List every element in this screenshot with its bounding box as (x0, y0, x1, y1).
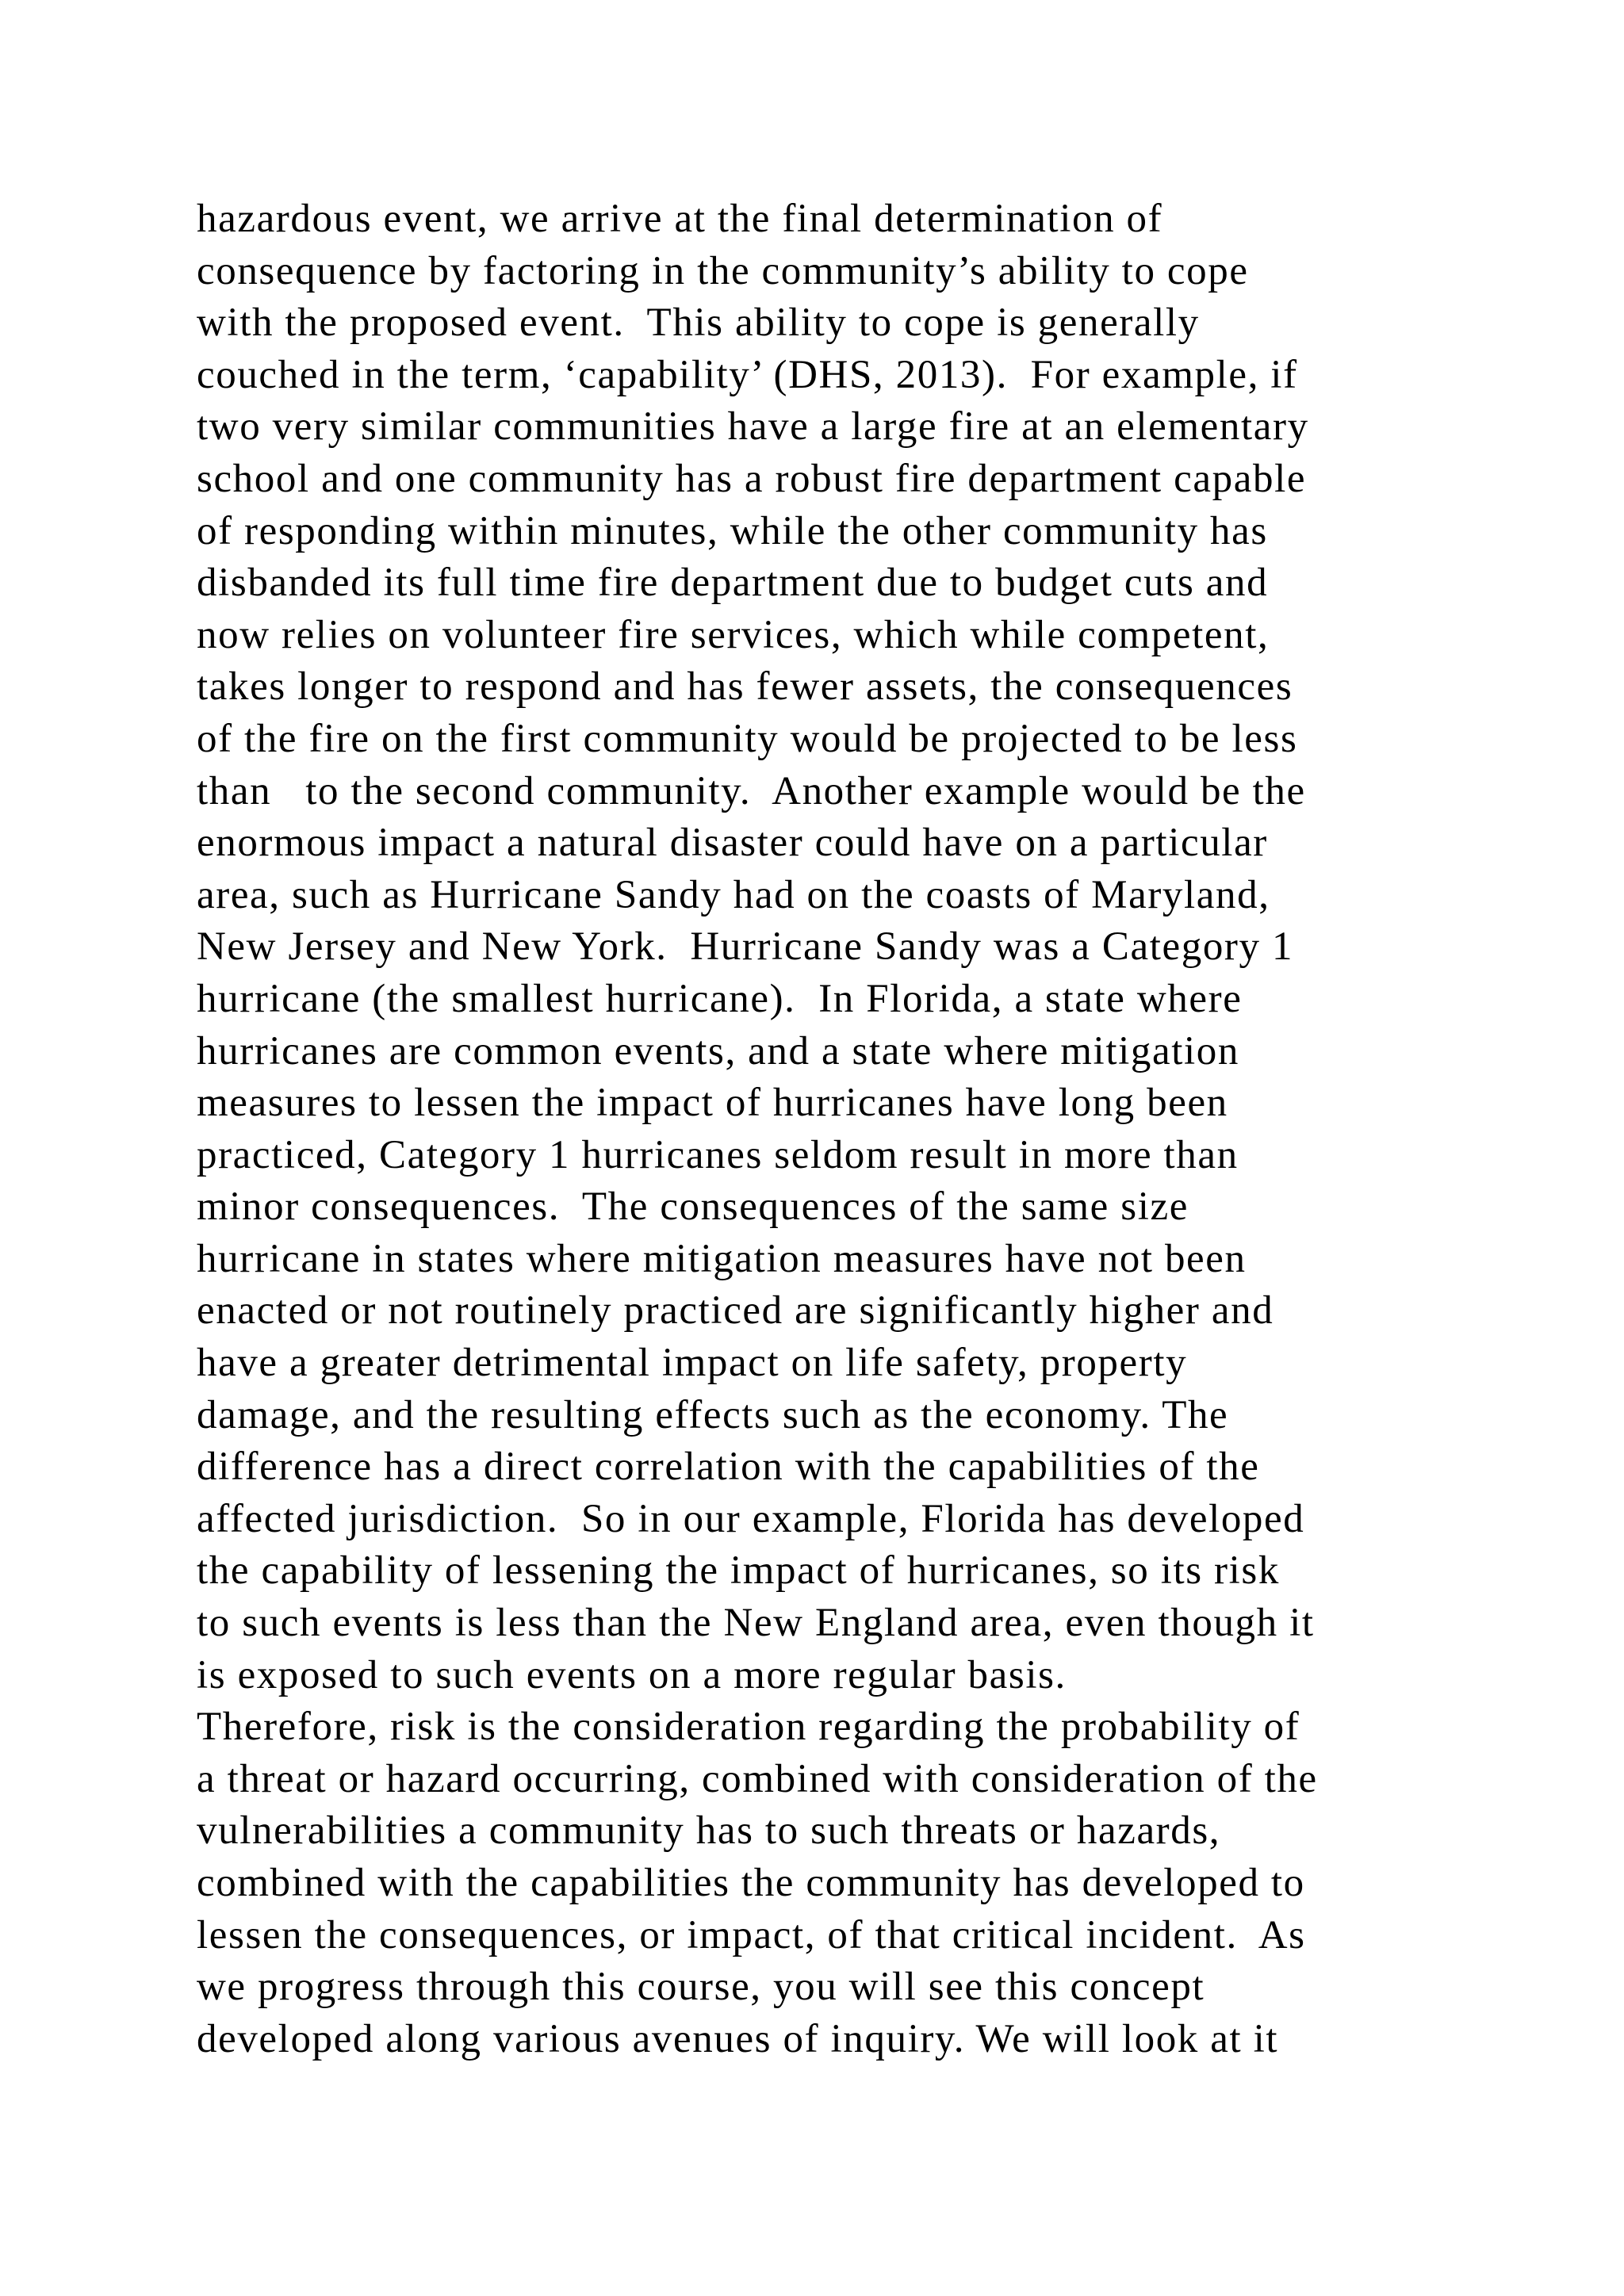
text-line: couched in the term, ‘capability’ (DHS, 2013). For example, if (197, 352, 1298, 397)
text-line: is exposed to such events on a more regular basis. (197, 1652, 1067, 1697)
text-line: of the fire on the first community would be projected to be less (197, 716, 1298, 761)
text-line: damage, and the resulting effects such as the economy. The (197, 1392, 1229, 1437)
text-line: combined with the capabilities the community has developed to (197, 1861, 1305, 1905)
text-line: of responding within minutes, while the other community has (197, 508, 1268, 553)
text-line: measures to lessen the impact of hurricanes have long been (197, 1081, 1228, 1126)
text-line: area, such as Hurricane Sandy had on the coasts of Maryland, (197, 872, 1270, 917)
text-line: school and one community has a robust fire department capable (197, 456, 1307, 501)
text-line: difference has a direct correlation with the capabilities of the (197, 1445, 1260, 1490)
text-line: have a greater detrimental impact on life safety, property (197, 1341, 1188, 1386)
text-line: disbanded its full time fire department due to budget cuts and (197, 561, 1269, 606)
text-line: takes longer to respond and has fewer assets, the consequences (197, 664, 1293, 710)
text-line: minor consequences. The consequences of the same size (197, 1184, 1189, 1230)
text-line: hurricane in states where mitigation measures have not been (197, 1236, 1247, 1281)
text-line: consequence by factoring in the community’s ability to cope (197, 248, 1249, 293)
text-line: to such events is less than the New England area, even though it (197, 1601, 1315, 1646)
text-line: than to the second community. Another example would be the (197, 768, 1306, 813)
text-line: developed along various avenues of inquiry. We will look at it (197, 2016, 1279, 2061)
text-line: enacted or not routinely practiced are significantly higher and (197, 1288, 1274, 1334)
text-line: two very similar communities have a large fire at an elementary (197, 404, 1309, 450)
text-line: hurricanes are common events, and a state where mitigation (197, 1028, 1239, 1073)
text-line: Therefore, risk is the consideration regarding the probability of (197, 1705, 1300, 1750)
text-line: lessen the consequences, or impact, of that critical incident. As (197, 1912, 1306, 1957)
text-line: now relies on volunteer fire services, which while competent, (197, 612, 1270, 657)
text-line: enormous impact a natural disaster could have on a particular (197, 821, 1268, 866)
text-line: hazardous event, we arrive at the final determination of (197, 197, 1163, 241)
text-line: we progress through this course, you will see this concept (197, 1965, 1205, 2010)
text-line: affected jurisdiction. So in our example, Florida has developed (197, 1496, 1305, 1541)
text-line: New Jersey and New York. Hurricane Sandy was a Category 1 (197, 924, 1294, 970)
text-line: with the proposed event. This ability to cope is generally (197, 300, 1200, 346)
body-text (197, 193, 1465, 2065)
text-line: a threat or hazard occurring, combined with consideration of the (197, 1756, 1318, 1801)
text-line: vulnerabilities a community has to such threats or hazards, (197, 1808, 1221, 1854)
text-line: the capability of lessening the impact of hurricanes, so its risk (197, 1548, 1280, 1594)
text-line: hurricane (the smallest hurricane). In Florida, a state where (197, 976, 1243, 1021)
text-line: practiced, Category 1 hurricanes seldom result in more than (197, 1132, 1239, 1177)
